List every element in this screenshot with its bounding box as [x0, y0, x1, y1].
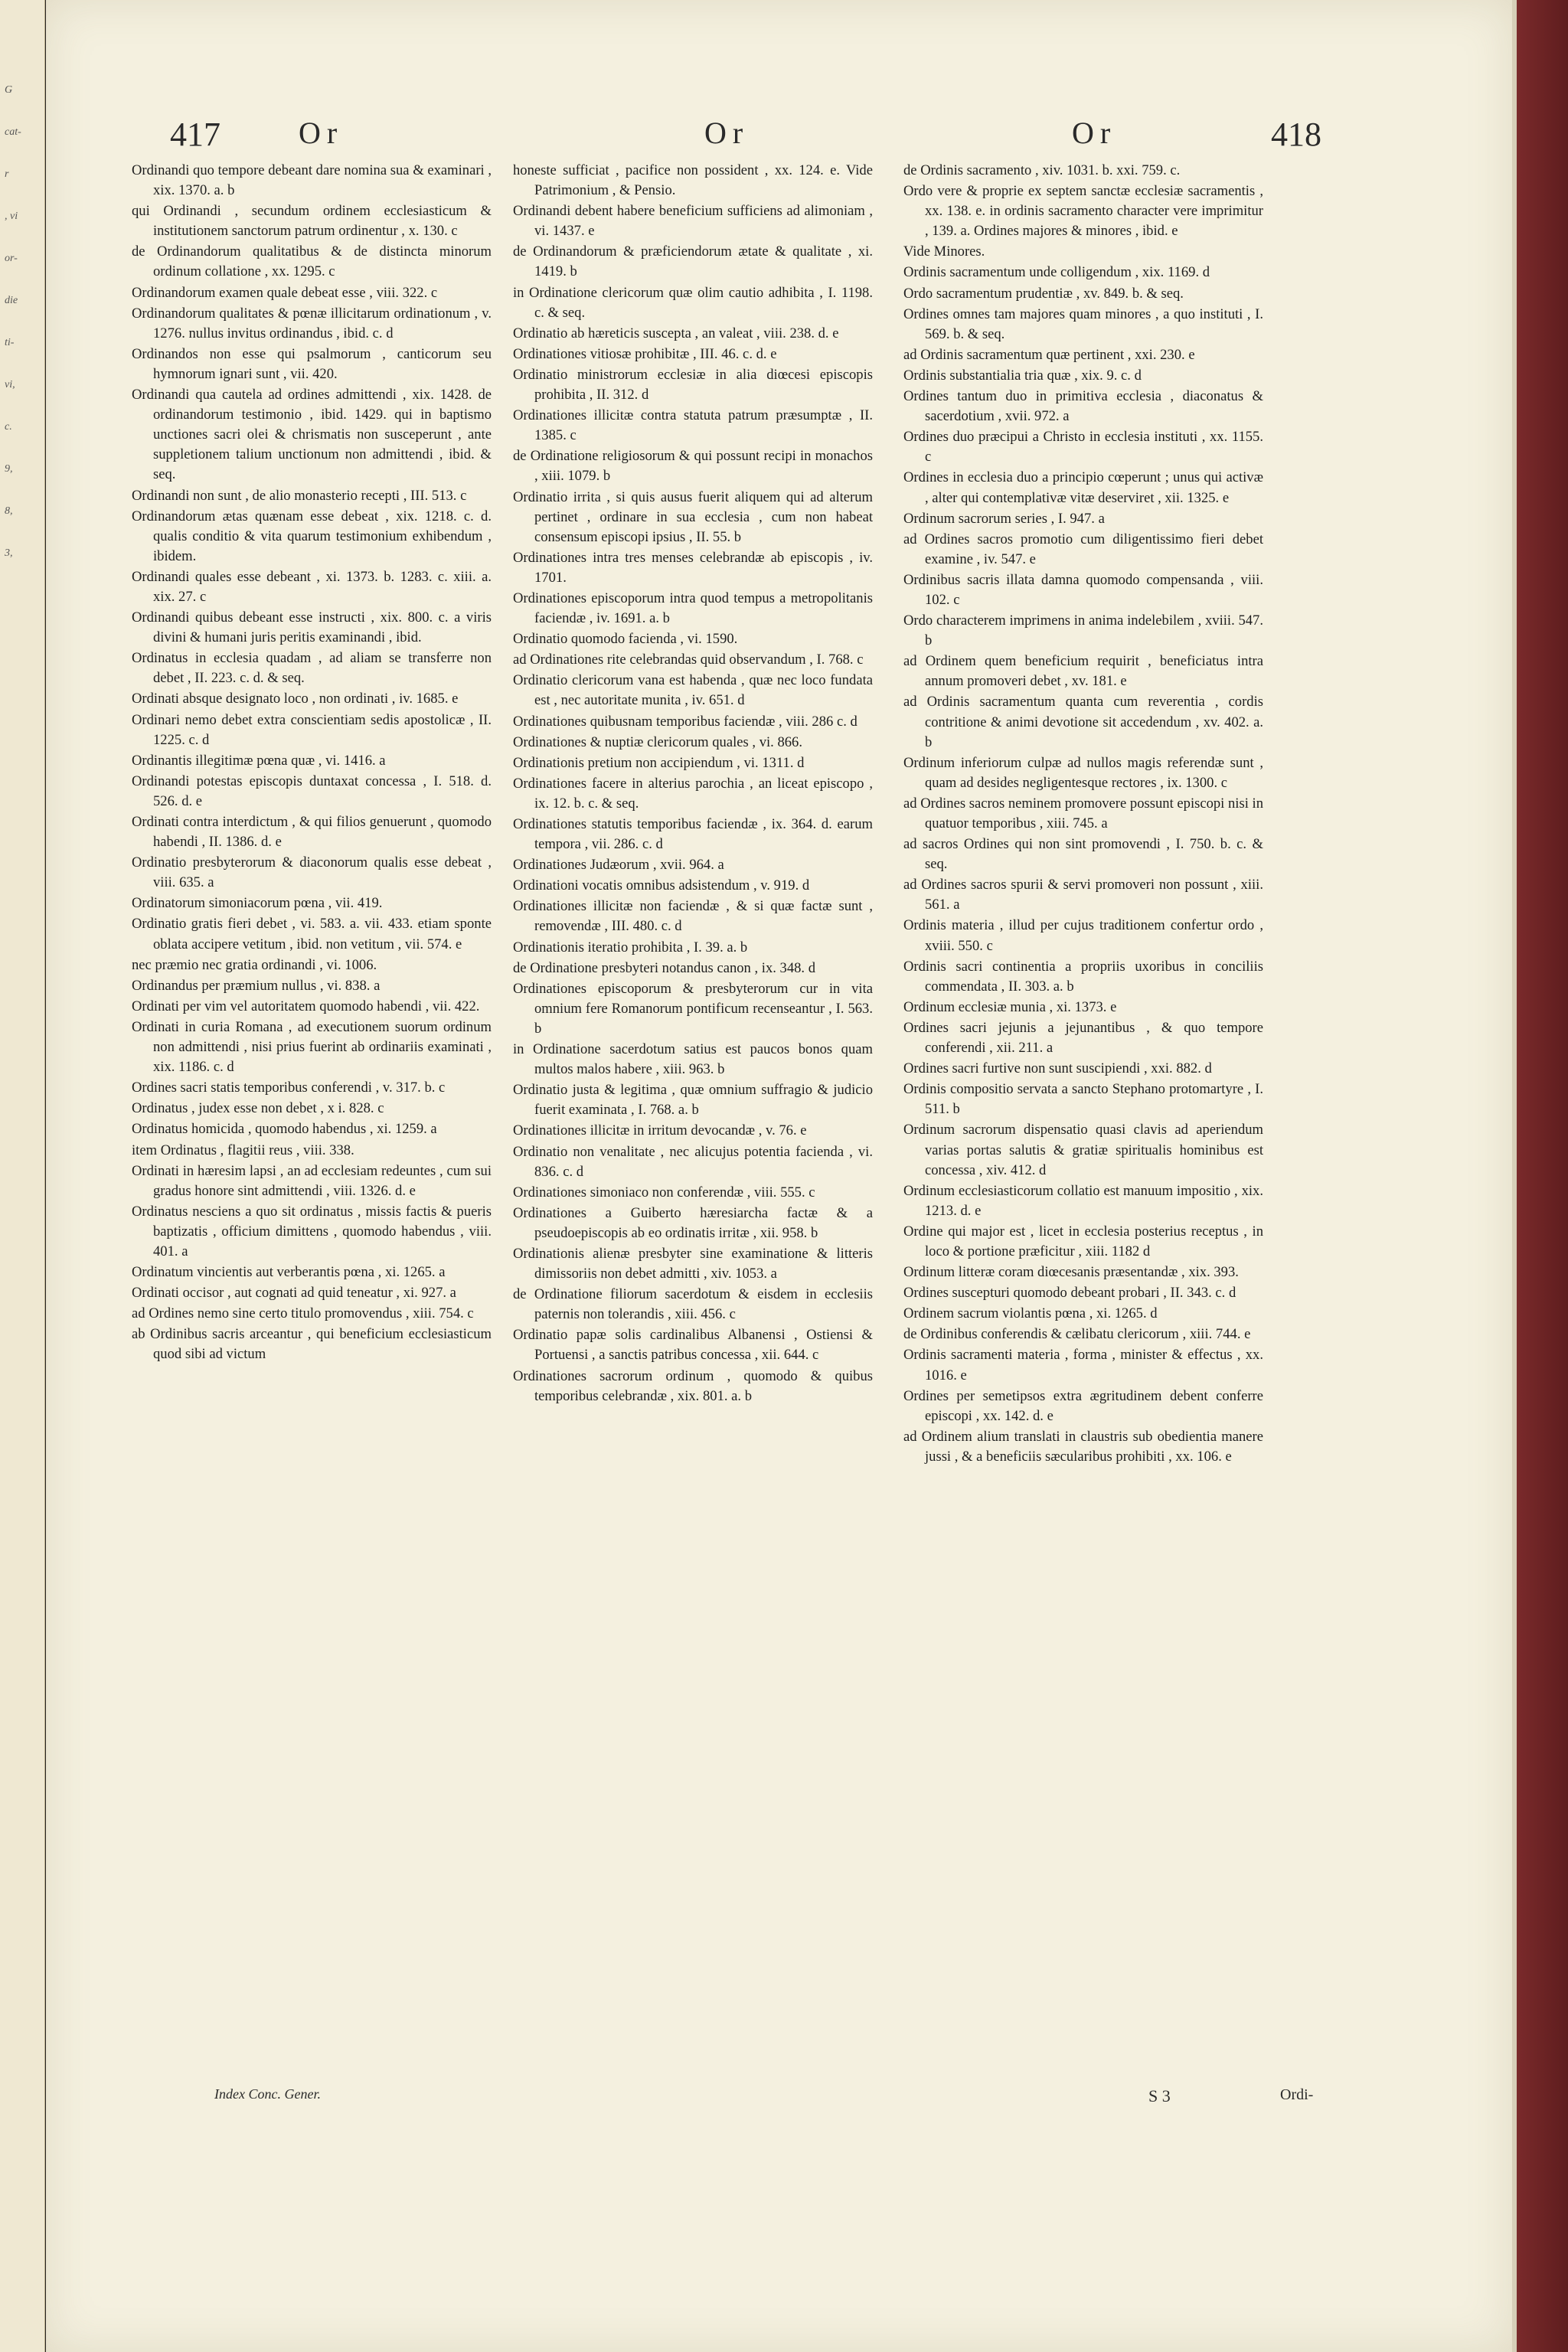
edge-fragment: 9,: [5, 463, 13, 475]
index-entry: ab Ordinibus sacris arceantur , qui beneficium ecclesiasticum quod sibi ad victum: [132, 1326, 495, 1363]
index-entry: Ordinari nemo debet extra conscientiam sedis apostolicæ , II. 1225. c. d: [132, 711, 495, 748]
edge-fragment: G: [5, 84, 13, 96]
index-entry: Ordinati contra interdictum , & qui filios genuerunt , quomodo habendi , II. 1386. d. e: [132, 814, 495, 851]
index-entry: ad Ordines nemo sine certo titulo promovendus , xiii. 754. c: [132, 1305, 474, 1322]
index-entry: Ordinationis pretium non accipiendum , vi. 1311. d: [513, 754, 805, 771]
index-entry: Ordinationes simoniaco non conferendæ , viii. 555. c: [513, 1184, 815, 1200]
index-entry: Ordinibus sacris illata damna quomodo compensanda , viii. 102. c: [903, 571, 1267, 608]
index-entry: Ordinandi quales esse debeant , xi. 1373. b. 1283. c. xiii. a. xix. 27. c: [132, 568, 495, 605]
book-page: [46, 0, 1512, 2352]
index-entry: Ordinationis iteratio prohibita , I. 39. a. b: [513, 939, 748, 956]
index-entry: Ordinationes & nuptiæ clericorum quales , vi. 866.: [513, 733, 803, 750]
index-entry: Ordinationes quibusnam temporibus faciendæ , viii. 286 c. d: [513, 713, 858, 730]
edge-fragment: c.: [5, 421, 12, 433]
index-entry: Ordinati absque designato loco , non ordinati , iv. 1685. e: [132, 691, 459, 707]
index-entry: Ordines sacri jejunis a jejunantibus , & quo tempore conferendi , xii. 211. a: [903, 1019, 1267, 1057]
index-entry: Ordinum sacrorum series , I. 947. a: [903, 510, 1105, 527]
index-entry: Ordine qui major est , licet in ecclesia posterius receptus , in loco & portione præficitur , xiii. 1182 d: [903, 1223, 1267, 1259]
index-entry: item Ordinatus , flagitii reus , viii. 338.: [132, 1142, 354, 1158]
index-entry: Ordinatio ministrorum ecclesiæ in alia diœcesi episcopis prohibita , II. 312. d: [513, 366, 877, 403]
page-header: [46, 115, 1512, 161]
index-entry: Ordinatus in ecclesia quadam , ad aliam se transferre non debet , II. 223. c. d. & seq.: [132, 650, 495, 687]
index-entry: Ordinum ecclesiæ munia , xi. 1373. e: [903, 998, 1117, 1015]
index-entry: qui Ordinandi , secundum ordinem ecclesiasticum & institutionem sanctorum patrum ordinentur , x. 130. c: [132, 203, 495, 240]
index-entry: Ordinandos non esse qui psalmorum , canticorum seu hymnorum ignari sunt , vii. 420.: [132, 345, 495, 382]
index-entry: de Ordinatione filiorum sacerdotum & eisdem in ecclesiis paternis non tolerandis , xiii. 456. c: [513, 1286, 877, 1323]
index-entry: Ordinandus per præmium nullus , vi. 838. a: [132, 977, 381, 994]
index-entry: Ordo sacramentum prudentiæ , xv. 849. b. & seq.: [903, 285, 1184, 302]
edge-fragment: 3,: [5, 547, 13, 559]
index-entry: Ordinatio gratis fieri debet , vi. 583. a. vii. 433. etiam sponte oblata accipere vetitum , ibid. non vetitum , vii. 574. e: [132, 916, 495, 952]
index-entry: Ordo vere & proprie ex septem sanctæ ecclesiæ sacramentis , xx. 138. e. in ordinis sacramento character vere imprimitur , 139. a. Ordines majores & minores , ibid. e: [903, 183, 1267, 240]
index-entry: Ordinati in hæresim lapsi , an ad ecclesiam redeuntes , cum sui gradus honore sint admittendi , viii. 1326. d. e: [132, 1162, 495, 1199]
index-entry: Ordinationis alienæ presbyter sine examinatione & litteris dimissoriis non debet admitti , xiv. 1053. a: [513, 1245, 877, 1282]
index-entry: Ordinationes intra tres menses celebrandæ ab episcopis , iv. 1701.: [513, 549, 877, 586]
index-entry: de Ordinandorum qualitatibus & de distincta minorum ordinum collatione , xx. 1295. c: [132, 243, 495, 280]
index-entry: Ordinationes vitiosæ prohibitæ , III. 46. c. d. e: [513, 345, 777, 362]
index-entry: de Ordinibus conferendis & cælibatu clericorum , xiii. 744. e: [903, 1326, 1251, 1343]
index-entry: Ordinatus , judex esse non debet , x i. 828. c: [132, 1100, 384, 1117]
index-entry: Ordines suscepturi quomodo debeant probari , II. 343. c. d: [903, 1285, 1236, 1302]
index-entry: Ordinandi quo tempore debeant dare nomina sua & examinari , xix. 1370. a. b: [132, 162, 495, 199]
index-entry: Ordinis sacramenti materia , forma , minister & effectus , xx. 1016. e: [903, 1347, 1267, 1383]
index-entry: Ordinati in curia Romana , ad executionem suorum ordinum non admittendi , nisi prius fuerint ab ordinariis examinati , xix. 1186. c. d: [132, 1018, 495, 1076]
index-entry: Ordinatio papæ solis cardinalibus Albanensi , Ostiensi & Portuensi , a sanctis patribus concessa , xii. 644. c: [513, 1327, 877, 1364]
index-entry: Ordinandorum ætas quænam esse debeat , xix. 1218. c. d. qualis conditio & vita quarum testimonium exhibendum , ibidem.: [132, 508, 495, 564]
index-entry: Ordinandi non sunt , de alio monasterio recepti , III. 513. c: [132, 487, 467, 504]
edge-fragment: 8,: [5, 505, 13, 517]
edge-fragment: die: [5, 295, 18, 306]
running-head-right: Or: [1072, 116, 1117, 150]
index-entry: ad Ordinis sacramentum quanta cum reverentia , cordis contritione & animi devotione sit accedendum , xv. 402. a. b: [903, 694, 1267, 750]
index-entry: ad Ordinem alium translati in claustris sub obedientia manere jussi , & a beneficiis sæcularibus prohibiti , xx. 106. e: [903, 1428, 1267, 1465]
index-entry: Ordines tantum duo in primitiva ecclesia , diaconatus & sacerdotium , xvii. 972. a: [903, 388, 1267, 425]
index-entry: Ordinatio ab hæreticis suscepta , an valeat , viii. 238. d. e: [513, 325, 839, 341]
adjacent-page-edge: [0, 0, 45, 2352]
index-entry: Ordinatio irrita , si quis ausus fuerit aliquem qui ad alterum pertinet , ordinare in sua ecclesia , cum non habeat consensum episcopi ipsius , II. 55. b: [513, 488, 877, 545]
index-entry: Ordines in ecclesia duo a principio cœperunt ; unus qui activæ , alter qui contemplativæ vitæ deserviret , xii. 1325. e: [903, 469, 1267, 506]
index-entry: Ordinatio quomodo facienda , vi. 1590.: [513, 631, 738, 648]
index-entry: Ordinum inferiorum culpæ ad nullos magis referendæ sunt , quam ad desides negligentesque rectores , ix. 1300. c: [903, 754, 1267, 791]
index-entry: Ordinati per vim vel autoritatem quomodo habendi , vii. 422.: [132, 998, 480, 1014]
index-entry: Ordinationes sacrorum ordinum , quomodo & quibus temporibus celebrandæ , xix. 801. a. b: [513, 1367, 877, 1404]
index-entry: Ordinationes episcoporum & presbyterorum cur in vita omnium fere Romanorum pontificum recenseantur , I. 563. b: [513, 980, 877, 1037]
index-entry: Ordinandi quibus debeant esse instructi , xix. 800. c. a viris divini & humani juris peritis examinandi , ibid.: [132, 609, 495, 646]
index-entry: Ordinis substantialia tria quæ , xix. 9. c. d: [903, 367, 1142, 384]
index-entry: Ordinationes statutis temporibus faciendæ , ix. 364. d. earum tempora , vii. 286. c. d: [513, 816, 877, 853]
index-entry: honeste sufficiat , pacifice non possident , xx. 124. e. Vide Patrimonium , & Pensio.: [513, 162, 877, 199]
index-entry: Ordinis sacri continentia a propriis uxoribus in conciliis commendata , II. 303. a. b: [903, 958, 1267, 995]
index-entry: Vide Minores.: [903, 243, 985, 260]
index-entry: Ordinati occisor , aut cognati ad quid teneatur , xi. 927. a: [132, 1285, 456, 1302]
index-entry: Ordinationes illicitæ contra statuta patrum præsumptæ , II. 1385. c: [513, 407, 877, 444]
edge-fragment: ti-: [5, 337, 15, 348]
index-entry: Ordinandi debent habere beneficium sufficiens ad alimoniam , vi. 1437. e: [513, 203, 877, 240]
index-entry: Ordinatus homicida , quomodo habendus , xi. 1259. a: [132, 1121, 437, 1138]
index-entry: Ordinantis illegitimæ pœna quæ , vi. 1416. a: [132, 752, 386, 769]
index-entry: Ordinandi potestas episcopis duntaxat concessa , I. 518. d. 526. d. e: [132, 773, 495, 809]
index-entry: in Ordinatione sacerdotum satius est paucos bonos quam multos malos habere , xiii. 963. b: [513, 1041, 877, 1078]
index-entry: Ordinis compositio servata a sancto Stephano protomartyre , I. 511. b: [903, 1081, 1267, 1118]
index-entry: de Ordinis sacramento , xiv. 1031. b. xxi. 759. c.: [903, 162, 1181, 178]
index-entry: Ordo characterem imprimens in anima indelebilem , xviii. 547. b: [903, 612, 1267, 649]
edge-fragment: , vi: [5, 211, 18, 222]
signature-mark-left: Index Conc. Gener.: [214, 2086, 321, 2102]
running-head-middle: Or: [704, 116, 750, 150]
index-entry: Ordinis sacramentum unde colligendum , xix. 1169. d: [903, 264, 1210, 281]
index-entry: Ordinationes illicitæ non faciendæ , & si quæ factæ sunt , removendæ , III. 480. c. d: [513, 898, 877, 935]
index-entry: Ordinandorum examen quale debeat esse , viii. 322. c: [132, 284, 438, 301]
index-entry: Ordinationi vocatis omnibus adsistendum , v. 919. d: [513, 877, 810, 894]
index-entry: Ordinis materia , illud per cujus traditionem confertur ordo , xviii. 550. c: [903, 917, 1267, 954]
index-entry: Ordinum sacrorum dispensatio quasi clavis ad aperiendum varias portas salutis & gratiæ spiritualis hominibus est concessa , xiv. 412. d: [903, 1122, 1267, 1178]
index-entry: ad Ordines sacros promotio cum diligentissimo fieri debet examine , iv. 547. e: [903, 531, 1267, 567]
index-entry: Ordinatus nesciens a quo sit ordinatus , missis factis & pueris baptizatis , officium dimittens , quomodo habendus , viii. 401. a: [132, 1203, 495, 1259]
catchword: Ordi-: [1280, 2086, 1314, 2103]
index-entry: ad Ordinis sacramentum quæ pertinent , xxi. 230. e: [903, 346, 1195, 363]
index-entry: Ordinandi qua cautela ad ordines admittendi , xix. 1428. de ordinandorum testimonio , ibid. 1429. qui in baptismo unctiones sacri olei & chrismatis non susceperunt , ante suppletionem talium unctionum non admittendi , ibid. & seq.: [132, 387, 495, 483]
index-entry: Ordinatio clericorum vana est habenda , quæ nec loco fundata est , nec autoritate munita , iv. 651. d: [513, 672, 877, 709]
index-entry: Ordines per semetipsos extra ægritudinem debent conferre episcopi , xx. 142. d. e: [903, 1387, 1267, 1424]
index-entry: ad Ordines sacros spurii & servi promoveri non possunt , xiii. 561. a: [903, 877, 1267, 913]
index-entry: Ordinatum vincientis aut verberantis pœna , xi. 1265. a: [132, 1264, 446, 1281]
running-head-left: Or: [299, 116, 344, 150]
book-cover-edge: [1512, 0, 1568, 2352]
index-entry: Ordinatorum simoniacorum pœna , vii. 419.: [132, 895, 383, 912]
index-entry: nec præmio nec gratia ordinandi , vi. 1006.: [132, 956, 377, 973]
index-column-1: [132, 161, 495, 1366]
index-entry: Ordinationes Judæorum , xvii. 964. a: [513, 857, 724, 874]
index-entry: ad Ordines sacros neminem promovere possunt episcopi nisi in quatuor temporibus , xiii. 745. a: [903, 795, 1267, 831]
index-entry: Ordines sacri statis temporibus conferendi , v. 317. b. c: [132, 1080, 446, 1096]
index-column-3: [903, 161, 1267, 1468]
index-entry: Ordines duo præcipui a Christo in ecclesia instituti , xx. 1155. c: [903, 429, 1267, 466]
index-entry: Ordinationes facere in alterius parochia , an liceat episcopo , ix. 12. b. c. & seq.: [513, 775, 877, 812]
index-entry: de Ordinatione presbyteri notandus canon , ix. 348. d: [513, 959, 816, 976]
index-entry: Ordines omnes tam majores quam minores , a quo instituti , I. 569. b. & seq.: [903, 305, 1267, 342]
index-entry: de Ordinandorum & præficiendorum ætate & qualitate , xi. 1419. b: [513, 243, 877, 280]
index-entry: Ordinum litteræ coram diœcesanis præsentandæ , xix. 393.: [903, 1264, 1239, 1281]
page-number-right: 418: [1271, 116, 1321, 153]
page-number-left: 417: [170, 116, 220, 153]
edge-fragment: cat-: [5, 126, 21, 138]
index-entry: Ordines sacri furtive non sunt suscipiendi , xxi. 882. d: [903, 1060, 1212, 1077]
index-entry: Ordinatio non venalitate , nec alicujus potentia facienda , vi. 836. c. d: [513, 1143, 877, 1180]
index-entry: Ordinationes illicitæ in irritum devocandæ , v. 76. e: [513, 1122, 807, 1139]
index-entry: ad Ordinem quem beneficium requirit , beneficiatus intra annum promoveri debet , xv. 181. e: [903, 653, 1267, 690]
index-entry: de Ordinatione religiosorum & qui possunt recipi in monachos , xiii. 1079. b: [513, 448, 877, 485]
index-entry: ad sacros Ordines qui non sint promovendi , I. 750. b. c. & seq.: [903, 836, 1267, 873]
index-entry: Ordinum ecclesiasticorum collatio est manuum impositio , xix. 1213. d. e: [903, 1182, 1267, 1219]
index-entry: Ordinatio presbyterorum & diaconorum qualis esse debeat , viii. 635. a: [132, 854, 495, 891]
index-column-2: [513, 161, 877, 1407]
signature-mark-right: S 3: [1148, 2086, 1171, 2105]
index-entry: in Ordinatione clericorum quæ olim cautio adhibita , I. 1198. c. & seq.: [513, 284, 877, 321]
index-entry: Ordinem sacrum violantis pœna , xi. 1265. d: [903, 1305, 1158, 1322]
edge-fragment: r: [5, 168, 9, 180]
edge-fragment: or-: [5, 253, 18, 264]
edge-fragment: vi,: [5, 379, 15, 390]
index-entry: Ordinandorum qualitates & pœnæ illicitarum ordinationum , v. 1276. nullus invitus ordinandus , ibid. c. d: [132, 305, 495, 341]
index-entry: ad Ordinationes rite celebrandas quid observandum , I. 768. c: [513, 652, 864, 668]
index-entry: Ordinatio justa & legitima , quæ omnium suffragio & judicio fuerit examinata , I. 768. a. b: [513, 1082, 877, 1119]
index-entry: Ordinationes episcoporum intra quod tempus a metropolitanis faciendæ , iv. 1691. a. b: [513, 590, 877, 627]
index-entry: Ordinationes a Guiberto hæresiarcha factæ & a pseudoepiscopis ab eo ordinatis irritæ , xii. 958. b: [513, 1204, 877, 1241]
